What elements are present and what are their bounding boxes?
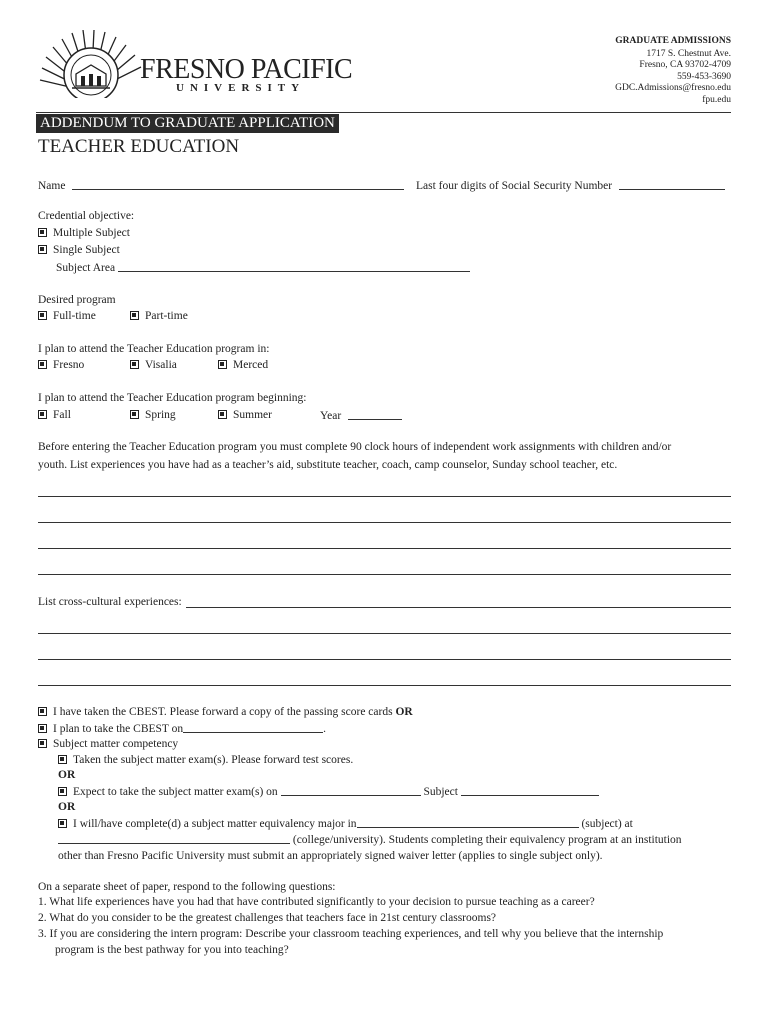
question-3: 3. If you are considering the intern program: Describe your classroom teaching experiences, and tell why you believe that the internship — [38, 928, 664, 940]
checkbox[interactable] — [38, 311, 47, 320]
cross-cultural-field[interactable] — [186, 607, 731, 608]
checkbox[interactable] — [130, 311, 139, 320]
checkbox[interactable] — [38, 228, 47, 237]
checkbox[interactable] — [38, 360, 47, 369]
exam-date-field[interactable] — [281, 784, 421, 796]
program-parttime-label: Part-time — [145, 310, 188, 322]
credential-multiple-label: Multiple Subject — [53, 227, 130, 239]
location-merced[interactable] — [218, 358, 268, 372]
program-parttime[interactable] — [130, 309, 188, 323]
term-spring-label: Spring — [145, 409, 176, 421]
credential-label: Credential objective: — [38, 210, 135, 222]
logo-wordmark: FRESNO PACIFIC — [140, 54, 353, 85]
term-summer-label: Summer — [233, 409, 272, 421]
checkbox[interactable] — [58, 787, 67, 796]
cbest-date-field[interactable] — [183, 721, 323, 733]
subject-label: Subject — [423, 786, 458, 798]
exam-subject-field[interactable] — [461, 784, 599, 796]
program-fulltime-label: Full-time — [53, 310, 96, 322]
subject-area-field[interactable] — [118, 260, 470, 272]
questions-intro: On a separate sheet of paper, respond to the following questions: — [38, 881, 336, 893]
cross-cultural-line[interactable] — [38, 685, 731, 686]
location-merced-label: Merced — [233, 359, 269, 371]
university-logo — [36, 30, 353, 100]
question-2: 2. What do you consider to be the greatest challenges that teachers face in 21st century classrooms? — [38, 912, 497, 924]
experience-line[interactable] — [38, 548, 731, 549]
checkbox[interactable] — [38, 707, 47, 716]
program-fulltime[interactable] — [38, 309, 96, 323]
cbest-plan-label: I plan to take the CBEST on — [53, 723, 184, 735]
checkbox[interactable] — [58, 755, 67, 764]
contact-block — [615, 36, 731, 106]
subject-area-label: Subject Area — [56, 262, 116, 274]
taken-subject-exam[interactable] — [58, 753, 353, 767]
equivalency-major[interactable] — [58, 816, 633, 831]
or-separator-2: OR — [58, 801, 76, 813]
college-field[interactable] — [58, 832, 290, 844]
name-row — [38, 178, 404, 193]
checkbox[interactable] — [38, 245, 47, 254]
header-rule — [36, 112, 731, 113]
checkbox[interactable] — [218, 360, 227, 369]
question-1: 1. What life experiences have you had that have contributed significantly to your decision to pursue teaching as a career? — [38, 896, 595, 908]
checkbox[interactable] — [130, 410, 139, 419]
contact-web: fpu.edu — [702, 94, 731, 105]
cbest-taken-label: I have taken the CBEST. Please forward a copy of the passing score cards — [53, 706, 393, 718]
or-separator-1: OR — [58, 769, 76, 781]
seal-icon — [36, 30, 146, 98]
checkbox[interactable] — [58, 819, 67, 828]
year-label: Year — [320, 410, 342, 422]
banner-text: ADDENDUM TO GRADUATE APPLICATION — [40, 115, 335, 131]
contact-address: 1717 S. Chestnut Ave. — [646, 48, 731, 59]
taken-subject-exam-label: Taken the subject matter exam(s). Please forward test scores. — [73, 754, 354, 766]
ssn-field[interactable] — [619, 178, 725, 190]
location-visalia-label: Visalia — [145, 359, 177, 371]
cross-cultural-line[interactable] — [38, 633, 731, 634]
logo-subtitle: UNIVERSITY — [176, 82, 306, 94]
experience-line[interactable] — [38, 522, 731, 523]
period: . — [323, 723, 326, 735]
ssn-label: Last four digits of Social Security Number — [416, 180, 613, 192]
credential-single[interactable] — [38, 243, 120, 257]
year-field[interactable] — [348, 408, 402, 420]
program-label: Desired program — [38, 294, 116, 306]
term-fall[interactable] — [38, 408, 71, 422]
equivalency-label: I will/have complete(d) a subject matter equivalency major in — [73, 818, 357, 830]
name-label: Name — [38, 180, 66, 192]
cross-cultural-row — [38, 595, 182, 609]
experience-text-1: Before entering the Teacher Education program you must complete 90 clock hours of independent work assignments with children and/or — [38, 441, 672, 453]
subject-area-row — [56, 260, 470, 275]
question-3-cont: program is the best pathway for you into teaching? — [55, 944, 289, 956]
contact-title: GRADUATE ADMISSIONS — [615, 36, 731, 46]
term-label: I plan to attend the Teacher Education program beginning: — [38, 392, 307, 404]
location-visalia[interactable] — [130, 358, 177, 372]
college-row — [58, 832, 682, 847]
experience-text-2: youth. List experiences you have had as a teacher’s aid, substitute teacher, coach, camp counselor, Sunday school teacher, etc. — [38, 459, 618, 471]
location-label: I plan to attend the Teacher Education program in: — [38, 343, 270, 355]
term-summer[interactable] — [218, 408, 272, 422]
subject-at-label: (subject) at — [581, 818, 633, 830]
experience-line[interactable] — [38, 574, 731, 575]
cbest-plan[interactable] — [38, 721, 326, 736]
checkbox[interactable] — [218, 410, 227, 419]
term-year — [320, 408, 402, 423]
banner — [36, 114, 339, 133]
name-field[interactable] — [72, 178, 404, 190]
cross-cultural-line[interactable] — [38, 659, 731, 660]
cbest-taken[interactable] — [38, 705, 413, 719]
subject-competency-label: Subject matter competency — [53, 738, 179, 750]
or-label: OR — [395, 706, 413, 718]
college-label: (college/university). Students completing their equivalency program at an institution — [292, 834, 682, 846]
expect-exam-label: Expect to take the subject matter exam(s) on — [73, 786, 278, 798]
term-spring[interactable] — [130, 408, 176, 422]
location-fresno-label: Fresno — [53, 359, 85, 371]
credential-single-label: Single Subject — [53, 244, 120, 256]
checkbox[interactable] — [38, 739, 47, 748]
contact-phone: 559-453-3690 — [677, 71, 731, 82]
subject-competency[interactable] — [38, 737, 178, 751]
experience-line[interactable] — [38, 496, 731, 497]
ssn-row — [416, 178, 725, 193]
contact-city: Fresno, CA 93702-4709 — [639, 60, 731, 70]
equivalency-major-field[interactable] — [357, 816, 579, 828]
waiver-text: other than Fresno Pacific University must submit an appropriately signed waiver letter (applies to single subject only). — [58, 850, 603, 862]
expect-subject-exam[interactable] — [58, 784, 599, 799]
location-fresno[interactable] — [38, 358, 84, 372]
checkbox[interactable] — [38, 410, 47, 419]
contact-email: GDC.Admissions@fresno.edu — [615, 83, 731, 93]
credential-multiple[interactable] — [38, 226, 130, 240]
cross-cultural-label: List cross-cultural experiences: — [38, 596, 182, 608]
checkbox[interactable] — [130, 360, 139, 369]
checkbox[interactable] — [38, 724, 47, 733]
page-title: TEACHER EDUCATION — [38, 136, 240, 157]
term-fall-label: Fall — [53, 409, 71, 421]
